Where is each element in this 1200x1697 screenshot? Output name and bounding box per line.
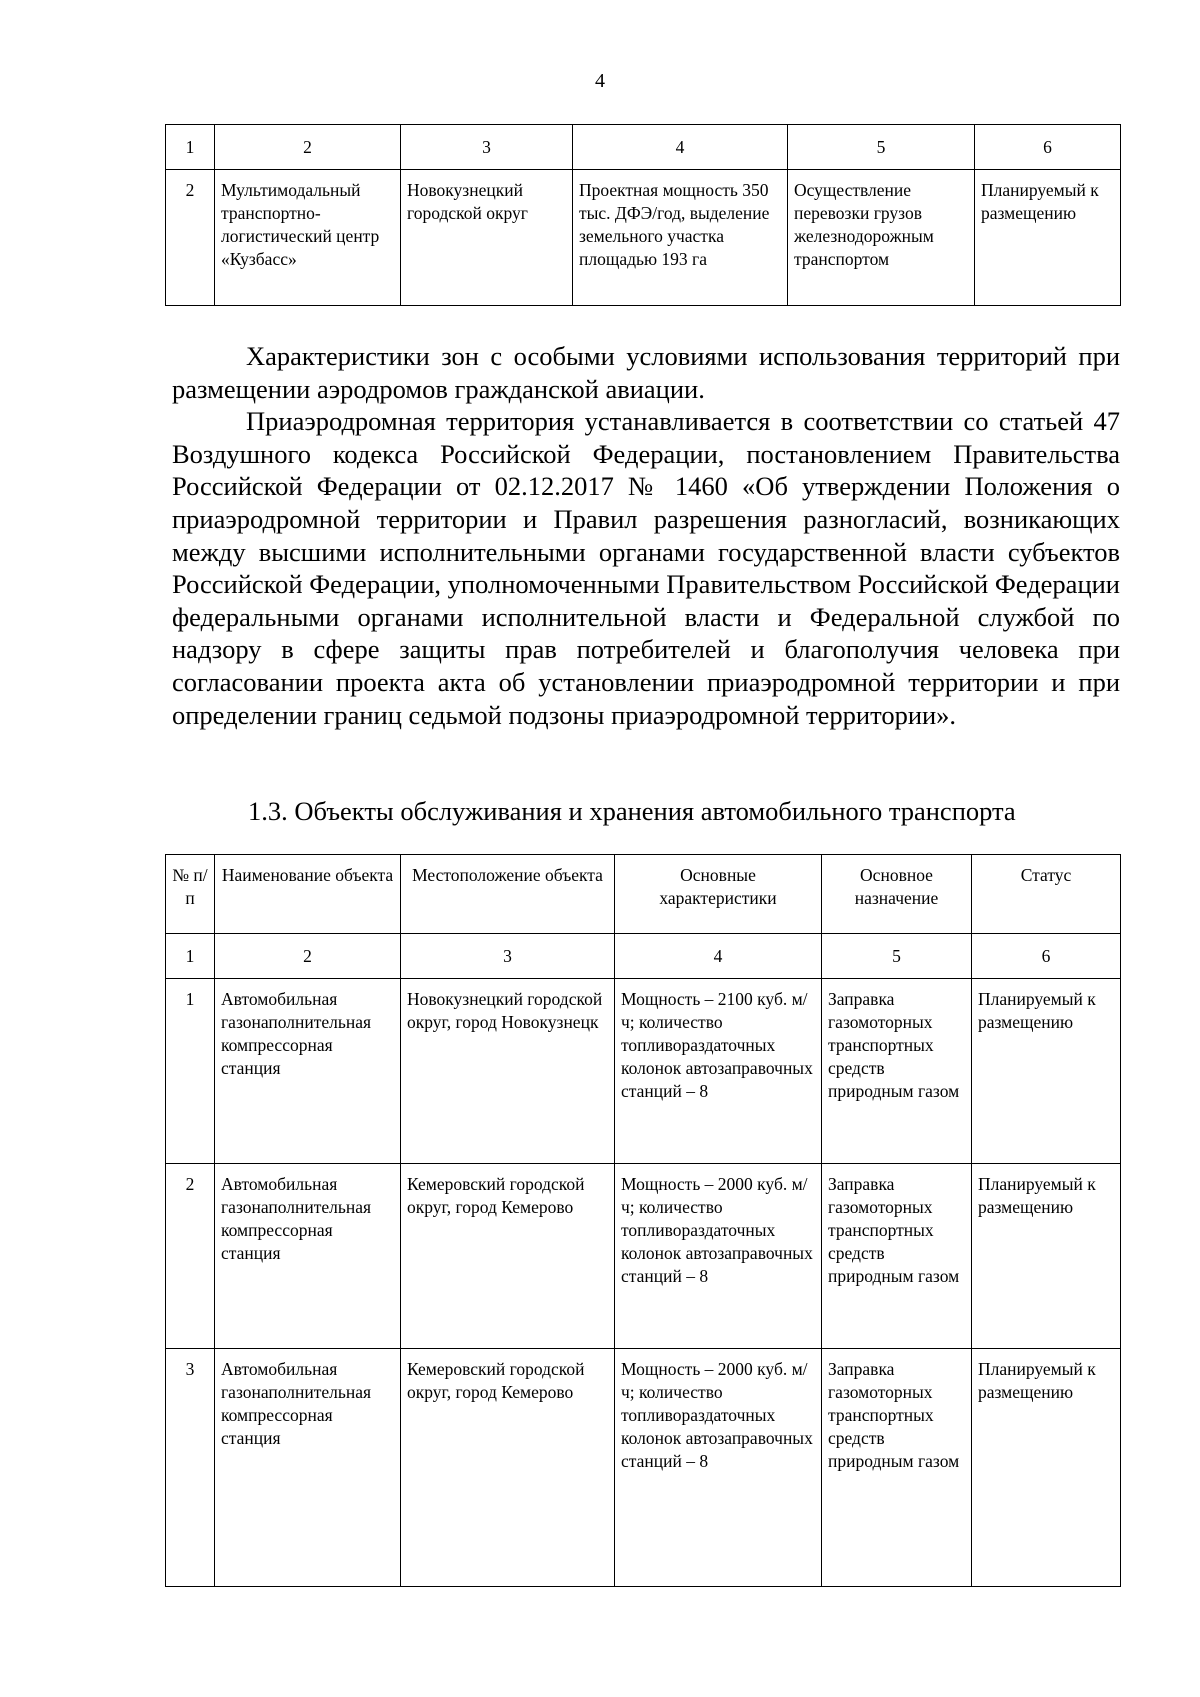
index-cell: 2 xyxy=(215,934,401,979)
page-number: 4 xyxy=(595,70,605,92)
status-cell: Планируемый к размещению xyxy=(975,170,1121,306)
purpose-cell: Заправка газомоторных транспортных средств природным газом xyxy=(822,1164,972,1349)
index-cell: 1 xyxy=(166,934,215,979)
status-cell: Планируемый к размещению xyxy=(972,1164,1121,1349)
purpose-cell: Заправка газомоторных транспортных средств природным газом xyxy=(822,979,972,1164)
header-cell-characteristics: Основные характеристики xyxy=(615,855,822,934)
index-cell: 1 xyxy=(166,125,215,170)
header-cell-status: Статус xyxy=(972,855,1121,934)
purpose-cell: Заправка газомоторных транспортных средств природным газом xyxy=(822,1349,972,1587)
index-cell: 5 xyxy=(822,934,972,979)
characteristics-cell: Мощность – 2000 куб. м/ч; количество топливораздаточных колонок автозаправочных станций – 8 xyxy=(615,1349,822,1587)
index-cell: 3 xyxy=(401,934,615,979)
row-number-cell: 2 xyxy=(166,170,215,306)
location-cell: Кемеровский городской округ, город Кемерово xyxy=(401,1164,615,1349)
body-text xyxy=(172,340,1120,731)
paragraph: Приаэродромная территория устанавливается в соответствии со статьей 47 Воздушного кодекса Российской Федерации, постановлением Правительства Российской Федерации от 02.12.2017 № 1460 «Об утверждении Положения о приаэродромной территории и Правил разрешения разногласий, возникающих между высшими исполнительными органами государственной власти субъектов Российской Федерации, уполномоченными Правительством Российской Федерации федеральными органами исполнительной власти и Федеральной службой по надзору в сфере защиты прав потребителей и благополучия человека при согласовании проекта акта об установлении приаэродромной территории и при определении границ седьмой подзоны приаэродромной территории». xyxy=(172,406,1120,730)
location-cell: Новокузнецкий городской округ, город Новокузнецк xyxy=(401,979,615,1164)
row-number-cell: 1 xyxy=(166,979,215,1164)
index-cell: 4 xyxy=(615,934,822,979)
name-cell: Автомобильная газонаполнительная компрессорная станция xyxy=(215,979,401,1164)
location-cell: Кемеровский городской округ, город Кемерово xyxy=(401,1349,615,1587)
table-row xyxy=(166,979,1121,1164)
table-index-row xyxy=(166,125,1121,170)
status-cell: Планируемый к размещению xyxy=(972,1349,1121,1587)
characteristics-cell: Мощность – 2100 куб. м/ч; количество топливораздаточных колонок автозаправочных станций – 8 xyxy=(615,979,822,1164)
name-cell: Автомобильная газонаполнительная компрессорная станция xyxy=(215,1349,401,1587)
index-cell: 2 xyxy=(215,125,401,170)
table-index-row xyxy=(166,934,1121,979)
table-row xyxy=(166,1164,1121,1349)
index-cell: 3 xyxy=(401,125,573,170)
table-row xyxy=(166,170,1121,306)
section-heading: 1.3. Объекты обслуживания и хранения автомобильного транспорта xyxy=(248,796,1016,826)
table-1 xyxy=(165,124,1121,306)
index-cell: 6 xyxy=(972,934,1121,979)
purpose-cell: Осуществление перевозки грузов железнодорожным транспортом xyxy=(788,170,975,306)
header-cell-number: № п/п xyxy=(166,855,215,934)
header-cell-purpose: Основное назначение xyxy=(822,855,972,934)
location-cell: Новокузнецкий городской округ xyxy=(401,170,573,306)
row-number-cell: 3 xyxy=(166,1349,215,1587)
paragraph: Характеристики зон с особыми условиями использования территорий при размещении аэродромов гражданской авиации. xyxy=(172,341,1120,404)
table-row xyxy=(166,1349,1121,1587)
characteristics-cell: Мощность – 2000 куб. м/ч; количество топливораздаточных колонок автозаправочных станций – 8 xyxy=(615,1164,822,1349)
name-cell: Мультимодальный транспортно-логистический центр «Кузбасс» xyxy=(215,170,401,306)
index-cell: 6 xyxy=(975,125,1121,170)
name-cell: Автомобильная газонаполнительная компрессорная станция xyxy=(215,1164,401,1349)
header-cell-location: Местоположение объекта xyxy=(401,855,615,934)
status-cell: Планируемый к размещению xyxy=(972,979,1121,1164)
index-cell: 4 xyxy=(573,125,788,170)
header-cell-name: Наименование объекта xyxy=(215,855,401,934)
table-header-row xyxy=(166,855,1121,934)
row-number-cell: 2 xyxy=(166,1164,215,1349)
table-2 xyxy=(165,854,1121,1587)
characteristics-cell: Проектная мощность 350 тыс. ДФЭ/год, выделение земельного участка площадью 193 га xyxy=(573,170,788,306)
index-cell: 5 xyxy=(788,125,975,170)
